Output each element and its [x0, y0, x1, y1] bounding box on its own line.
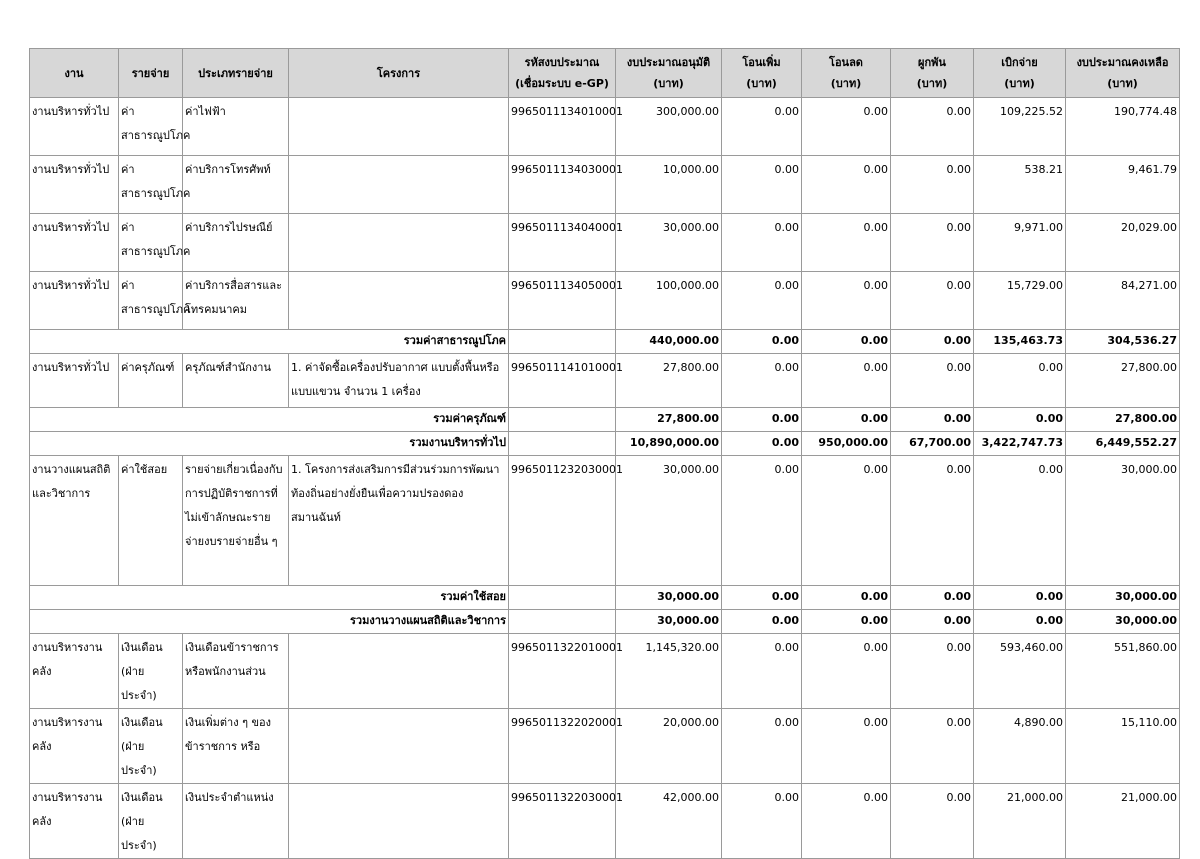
subtotal-label: รวมงานวางแผนสถิติและวิชาการ: [30, 610, 509, 634]
header-sublabel: (บาท): [1107, 77, 1138, 90]
approved-cell: 100,000.00: [616, 272, 722, 330]
work-cell: งานบริหารงานคลัง: [30, 634, 119, 709]
work-cell: งานบริหารทั่วไป: [30, 214, 119, 272]
subtotal-label: รวมงานบริหารทั่วไป: [30, 432, 509, 456]
transfer-out-cell: 0.00: [802, 634, 891, 709]
category-cell: เงินประจำตำแหน่ง: [183, 784, 289, 859]
subtotal-row: [30, 330, 1180, 354]
approved-cell: 30,000.00: [616, 214, 722, 272]
header-label: รหัสงบประมาณ: [524, 56, 600, 69]
category-cell: ค่าบริการไปรษณีย์: [183, 214, 289, 272]
budget-code-cell: 9965011134030001: [509, 156, 616, 214]
approved-cell: 300,000.00: [616, 98, 722, 156]
remaining-cell: 551,860.00: [1066, 634, 1180, 709]
budget-table: [29, 48, 1180, 859]
project-cell: 1. ค่าจัดซื้อเครื่องปรับอากาศ แบบตั้งพื้นหรือแบบแขวน จำนวน 1 เครื่อง: [289, 354, 509, 408]
approved-cell: 10,000.00: [616, 156, 722, 214]
project-cell: [289, 784, 509, 859]
transfer-in-cell: 0.00: [722, 634, 802, 709]
committed-cell: 0.00: [891, 330, 974, 354]
header-label: ประเภทรายจ่าย: [198, 66, 273, 80]
work-cell: งานวางแผนสถิติและวิชาการ: [30, 456, 119, 586]
subtotal-row: [30, 432, 1180, 456]
expense-cell: เงินเดือน (ฝ่ายประจำ): [119, 784, 183, 859]
budget-code-cell: [509, 586, 616, 610]
table-row: [30, 456, 1180, 586]
header-sublabel: (บาท): [916, 77, 948, 90]
category-cell: เงินเพิ่มต่าง ๆ ของข้าราชการ หรือ: [183, 709, 289, 784]
remaining-cell: 27,800.00: [1066, 408, 1180, 432]
remaining-cell: 27,800.00: [1066, 354, 1180, 408]
project-cell: 1. โครงการส่งเสริมการมีส่วนร่วมการพัฒนาท้องถิ่นอย่างยั่งยืนเพื่อความปรองดองสมานฉันท์: [289, 456, 509, 586]
work-cell: งานบริหารทั่วไป: [30, 354, 119, 408]
subtotal-row: [30, 408, 1180, 432]
transfer-out-cell: 0.00: [802, 586, 891, 610]
budget-code-cell: [509, 432, 616, 456]
category-cell: รายจ่ายเกี่ยวเนื่องกับการปฏิบัติราชการที่ไม่เข้าลักษณะรายจ่ายงบรายจ่ายอื่น ๆ: [183, 456, 289, 586]
header-sublabel: (เชื่อมระบบ e-GP): [515, 77, 609, 90]
project-cell: [289, 272, 509, 330]
approved-cell: 30,000.00: [616, 586, 722, 610]
transfer-in-cell: 0.00: [722, 586, 802, 610]
approved-cell: 30,000.00: [616, 456, 722, 586]
budget-code-cell: 9965011141010001: [509, 354, 616, 408]
work-cell: งานบริหารงานคลัง: [30, 784, 119, 859]
transfer-out-cell: 0.00: [802, 784, 891, 859]
committed-cell: 0.00: [891, 586, 974, 610]
disbursed-cell: 109,225.52: [974, 98, 1066, 156]
transfer-out-cell: 0.00: [802, 456, 891, 586]
disbursed-cell: 4,890.00: [974, 709, 1066, 784]
disbursed-cell: 0.00: [974, 354, 1066, 408]
disbursed-cell: 9,971.00: [974, 214, 1066, 272]
expense-cell: เงินเดือน (ฝ่ายประจำ): [119, 634, 183, 709]
header-label: โอนลด: [829, 56, 863, 69]
category-cell: ค่าบริการสื่อสารและโทรคมนาคม: [183, 272, 289, 330]
budget-code-cell: 9965011134050001: [509, 272, 616, 330]
budget-code-cell: [509, 610, 616, 634]
transfer-in-cell: 0.00: [722, 709, 802, 784]
table-row: [30, 784, 1180, 859]
header-label: โครงการ: [376, 66, 421, 80]
col-disbursed-header: [974, 49, 1066, 98]
remaining-cell: 30,000.00: [1066, 456, 1180, 586]
col-transfer-out-header: [802, 49, 891, 98]
project-cell: [289, 709, 509, 784]
transfer-in-cell: 0.00: [722, 98, 802, 156]
transfer-in-cell: 0.00: [722, 156, 802, 214]
budget-code-cell: [509, 408, 616, 432]
header-sublabel: (บาท): [1004, 77, 1035, 90]
disbursed-cell: 593,460.00: [974, 634, 1066, 709]
table-row: [30, 272, 1180, 330]
subtotal-label: รวมค่าครุภัณฑ์: [30, 408, 509, 432]
col-project-header: [289, 49, 509, 98]
approved-cell: 10,890,000.00: [616, 432, 722, 456]
transfer-in-cell: 0.00: [722, 432, 802, 456]
table-row: [30, 709, 1180, 784]
budget-code-cell: 9965011134010001: [509, 98, 616, 156]
budget-code-cell: 9965011322020001: [509, 709, 616, 784]
transfer-in-cell: 0.00: [722, 610, 802, 634]
transfer-out-cell: 0.00: [802, 709, 891, 784]
table-row: [30, 214, 1180, 272]
col-approved-header: [616, 49, 722, 98]
budget-code-cell: [509, 330, 616, 354]
transfer-out-cell: 0.00: [802, 408, 891, 432]
remaining-cell: 15,110.00: [1066, 709, 1180, 784]
work-cell: งานบริหารทั่วไป: [30, 272, 119, 330]
transfer-out-cell: 0.00: [802, 330, 891, 354]
transfer-in-cell: 0.00: [722, 456, 802, 586]
disbursed-cell: 0.00: [974, 456, 1066, 586]
subtotal-row: [30, 586, 1180, 610]
disbursed-cell: 3,422,747.73: [974, 432, 1066, 456]
disbursed-cell: 538.21: [974, 156, 1066, 214]
col-work-header: [30, 49, 119, 98]
committed-cell: 0.00: [891, 156, 974, 214]
committed-cell: 0.00: [891, 214, 974, 272]
col-remaining-header: [1066, 49, 1180, 98]
transfer-out-cell: 950,000.00: [802, 432, 891, 456]
expense-cell: ค่าสาธารณูปโภค: [119, 98, 183, 156]
budget-code-cell: 9965011134040001: [509, 214, 616, 272]
project-cell: [289, 634, 509, 709]
committed-cell: 0.00: [891, 98, 974, 156]
remaining-cell: 84,271.00: [1066, 272, 1180, 330]
committed-cell: 0.00: [891, 408, 974, 432]
expense-cell: ค่าครุภัณฑ์: [119, 354, 183, 408]
committed-cell: 0.00: [891, 634, 974, 709]
transfer-out-cell: 0.00: [802, 98, 891, 156]
subtotal-label: รวมค่าใช้สอย: [30, 586, 509, 610]
expense-cell: ค่าสาธารณูปโภค: [119, 272, 183, 330]
approved-cell: 30,000.00: [616, 610, 722, 634]
header-label: งบประมาณอนุมัติ: [626, 56, 711, 69]
header-label: ผูกพัน: [918, 56, 946, 69]
remaining-cell: 190,774.48: [1066, 98, 1180, 156]
transfer-in-cell: 0.00: [722, 214, 802, 272]
header-label: งบประมาณคงเหลือ: [1076, 56, 1169, 69]
disbursed-cell: 0.00: [974, 408, 1066, 432]
transfer-in-cell: 0.00: [722, 784, 802, 859]
transfer-out-cell: 0.00: [802, 354, 891, 408]
disbursed-cell: 21,000.00: [974, 784, 1066, 859]
header-sublabel: (บาท): [746, 77, 777, 90]
table-row: [30, 354, 1180, 408]
transfer-out-cell: 0.00: [802, 214, 891, 272]
budget-code-cell: 9965011232030001: [509, 456, 616, 586]
category-cell: ค่าไฟฟ้า: [183, 98, 289, 156]
approved-cell: 42,000.00: [616, 784, 722, 859]
header-sublabel: (บาท): [830, 77, 862, 90]
col-code-header: [509, 49, 616, 98]
col-category-header: [183, 49, 289, 98]
remaining-cell: 6,449,552.27: [1066, 432, 1180, 456]
project-cell: [289, 214, 509, 272]
col-transfer-in-header: [722, 49, 802, 98]
expense-cell: เงินเดือน (ฝ่ายประจำ): [119, 709, 183, 784]
remaining-cell: 30,000.00: [1066, 586, 1180, 610]
expense-cell: ค่าสาธารณูปโภค: [119, 156, 183, 214]
header-label: รายจ่าย: [131, 66, 170, 80]
disbursed-cell: 0.00: [974, 586, 1066, 610]
work-cell: งานบริหารทั่วไป: [30, 156, 119, 214]
approved-cell: 20,000.00: [616, 709, 722, 784]
col-expense-header: [119, 49, 183, 98]
work-cell: งานบริหารทั่วไป: [30, 98, 119, 156]
expense-cell: ค่าสาธารณูปโภค: [119, 214, 183, 272]
header-label: โอนเพิ่ม: [742, 56, 781, 69]
disbursed-cell: 15,729.00: [974, 272, 1066, 330]
project-cell: [289, 98, 509, 156]
transfer-in-cell: 0.00: [722, 354, 802, 408]
table-body: [30, 98, 1180, 859]
header-sublabel: (บาท): [653, 77, 684, 90]
committed-cell: 0.00: [891, 610, 974, 634]
header-label: เบิกจ่าย: [1001, 56, 1038, 69]
remaining-cell: 304,536.27: [1066, 330, 1180, 354]
committed-cell: 0.00: [891, 354, 974, 408]
remaining-cell: 21,000.00: [1066, 784, 1180, 859]
table-row: [30, 98, 1180, 156]
category-cell: ครุภัณฑ์สำนักงาน: [183, 354, 289, 408]
table-row: [30, 634, 1180, 709]
committed-cell: 0.00: [891, 709, 974, 784]
transfer-in-cell: 0.00: [722, 272, 802, 330]
disbursed-cell: 0.00: [974, 610, 1066, 634]
budget-code-cell: 9965011322010001: [509, 634, 616, 709]
subtotal-row: [30, 610, 1180, 634]
approved-cell: 27,800.00: [616, 408, 722, 432]
transfer-out-cell: 0.00: [802, 156, 891, 214]
table-row: [30, 156, 1180, 214]
header-label: งาน: [64, 66, 84, 80]
committed-cell: 67,700.00: [891, 432, 974, 456]
col-committed-header: [891, 49, 974, 98]
category-cell: ค่าบริการโทรศัพท์: [183, 156, 289, 214]
transfer-in-cell: 0.00: [722, 408, 802, 432]
approved-cell: 440,000.00: [616, 330, 722, 354]
disbursed-cell: 135,463.73: [974, 330, 1066, 354]
header-row: [30, 49, 1180, 98]
transfer-in-cell: 0.00: [722, 330, 802, 354]
transfer-out-cell: 0.00: [802, 610, 891, 634]
category-cell: เงินเดือนข้าราชการหรือพนักงานส่วน: [183, 634, 289, 709]
expense-cell: ค่าใช้สอย: [119, 456, 183, 586]
work-cell: งานบริหารงานคลัง: [30, 709, 119, 784]
remaining-cell: 9,461.79: [1066, 156, 1180, 214]
subtotal-label: รวมค่าสาธารณูปโภค: [30, 330, 509, 354]
committed-cell: 0.00: [891, 272, 974, 330]
project-cell: [289, 156, 509, 214]
committed-cell: 0.00: [891, 456, 974, 586]
remaining-cell: 20,029.00: [1066, 214, 1180, 272]
approved-cell: 27,800.00: [616, 354, 722, 408]
approved-cell: 1,145,320.00: [616, 634, 722, 709]
transfer-out-cell: 0.00: [802, 272, 891, 330]
budget-code-cell: 9965011322030001: [509, 784, 616, 859]
committed-cell: 0.00: [891, 784, 974, 859]
remaining-cell: 30,000.00: [1066, 610, 1180, 634]
